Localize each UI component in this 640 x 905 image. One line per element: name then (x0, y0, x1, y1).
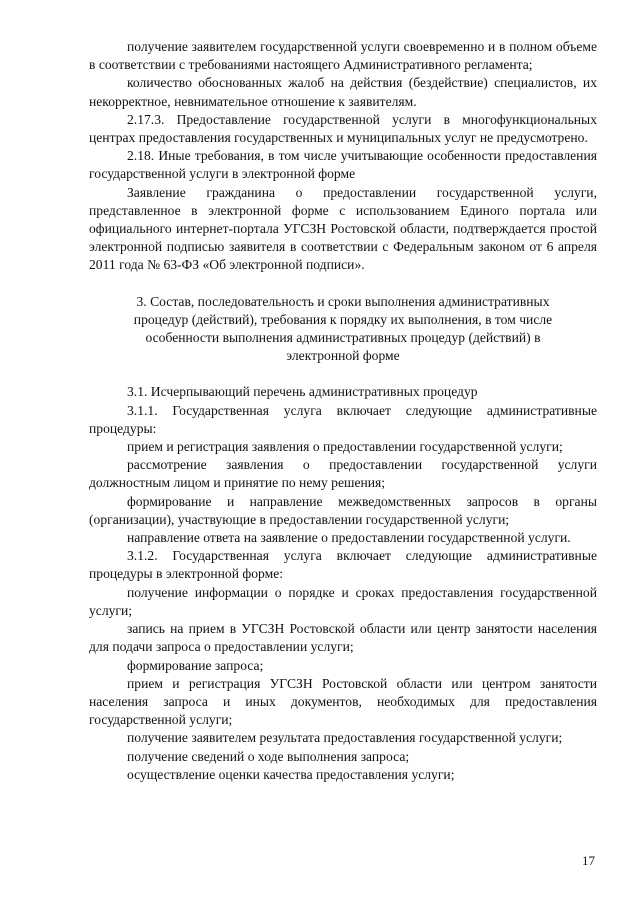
spacer (89, 275, 597, 293)
paragraph: формирование и направление межведомственных запросов в органы (организации), участвующие в предоставлении государственной услуги; (89, 493, 597, 527)
paragraph: рассмотрение заявления о предоставлении государственной услуги должностным лицом и принятие по нему решения; (89, 457, 597, 491)
paragraph: Заявление гражданина о предоставлении государственной услуги, представленное в электронной форме с использованием Единого портала или официального интернет-портала УГСЗН Ростовской области, подтверждается простой электронной подписью заявителя в соответствии с Федеральным законом от 6 апреля 2011 года № 63-ФЗ «Об электронной подписи». (89, 184, 597, 273)
paragraph: 3.1.1. Государственная услуга включает следующие административные процедуры: (89, 402, 597, 436)
paragraph: получение заявителем результата предоставления государственной услуги; (127, 730, 563, 746)
spacer (89, 365, 597, 383)
section-heading: 3. Состав, последовательность и сроки выполнения административных процедур (действий), требования к порядку их выполнения, в том числе особенности выполнения административных процедур (действий) в электронной форме (133, 293, 553, 364)
paragraph: запись на прием в УГСЗН Ростовской области или центр занятости населения для подачи запроса о предоставлении услуги; (89, 621, 597, 655)
paragraph: 2.17.3. Предоставление государственной услуги в многофункциональных центрах предоставления государственных и муниципальных услуг не предусмотрено. (89, 111, 597, 146)
paragraph: осуществление оценки качества предоставления услуги; (127, 766, 455, 782)
paragraph: направление ответа на заявление о предоставлении государственной услуги. (127, 530, 571, 546)
paragraph: 2.18. Иные требования, в том числе учитывающие особенности предоставления государственной услуги в электронной форме (89, 148, 597, 182)
paragraph: прием и регистрация заявления о предоставлении государственной услуги; (127, 439, 563, 455)
page-number: 17 (582, 853, 595, 868)
paragraph: формирование запроса; (127, 657, 264, 673)
paragraph: получение информации о порядке и сроках предоставления государственной услуги; (89, 584, 597, 618)
page-body (89, 38, 597, 784)
paragraph: 3.1.2. Государственная услуга включает следующие административные процедуры в электронной форме: (89, 548, 597, 582)
paragraph: получение сведений о ходе выполнения запроса; (127, 748, 410, 764)
paragraph: получение заявителем государственной услуги своевременно и в полном объеме в соответствии с требованиями настоящего Административного регламента; (89, 39, 597, 73)
paragraph: прием и регистрация УГСЗН Ростовской области или центром занятости населения запроса и иных документов, необходимых для предоставления государственной услуги; (89, 675, 597, 728)
paragraph: 3.1. Исчерпывающий перечень административных процедур (127, 384, 478, 400)
paragraph: количество обоснованных жалоб на действия (бездействие) специалистов, их некорректное, невнимательное отношение к заявителям. (89, 75, 597, 109)
